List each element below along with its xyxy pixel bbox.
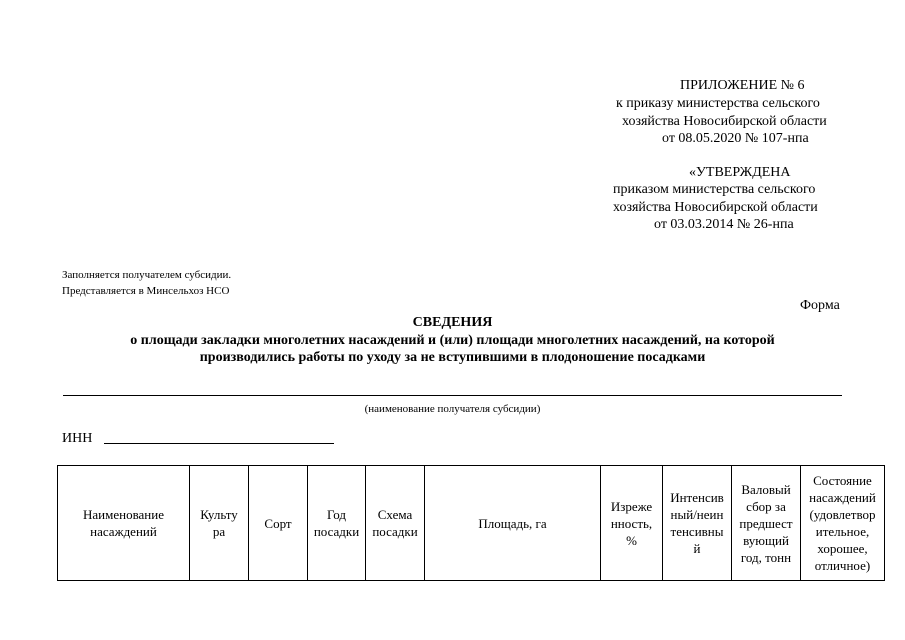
table-header-row <box>58 466 885 581</box>
filled-by-note: Заполняется получателем субсидии. <box>62 269 232 281</box>
header-intensity: Интенсив ный/неин тенсивны й <box>663 466 732 581</box>
header-condition: Состояние насаждений (удовлетвор ительное, хорошее, отличное) <box>801 466 885 581</box>
inn-label: ИНН <box>62 431 93 446</box>
recipient-name-line[interactable] <box>63 395 842 396</box>
appendix-title: ПРИЛОЖЕНИЕ № 6 <box>680 78 805 93</box>
document-heading: СВЕДЕНИЯ <box>412 315 493 330</box>
header-planting-year: Год посадки <box>308 466 366 581</box>
document-subtitle-line1: о площади закладки многолетних насаждений и (или) площади многолетних насаждений, на которой <box>130 333 775 348</box>
header-variety: Сорт <box>249 466 308 581</box>
header-gross-yield: Валовый сбор за предшест вующий год, тонн <box>732 466 801 581</box>
header-area: Площадь, га <box>425 466 601 581</box>
appendix-order-line: к приказу министерства сельского <box>616 96 820 111</box>
header-planting-scheme: Схема посадки <box>366 466 425 581</box>
approved-ministry-line: хозяйства Новосибирской области <box>613 200 818 215</box>
data-table <box>57 465 885 581</box>
header-plantation-name: Наименование насаждений <box>58 466 190 581</box>
inn-field-line[interactable] <box>104 443 334 444</box>
approved-order-line: приказом министерства сельского <box>613 182 816 197</box>
submitted-to-note: Представляется в Минсельхоз НСО <box>62 285 230 297</box>
header-crop: Культу ра <box>190 466 249 581</box>
recipient-caption: (наименование получателя субсидии) <box>364 403 541 415</box>
form-label: Форма <box>800 298 840 313</box>
appendix-ministry-line: хозяйства Новосибирской области <box>622 114 827 129</box>
approved-date-line: от 03.03.2014 № 26-нпа <box>654 217 794 232</box>
approved-title: «УТВЕРЖДЕНА <box>689 165 791 180</box>
document-subtitle-line2: производились работы по уходу за не вступившими в плодоношение посадками <box>199 350 706 365</box>
header-thinning: Изреже нность, % <box>601 466 663 581</box>
appendix-date-line: от 08.05.2020 № 107-нпа <box>662 131 809 146</box>
